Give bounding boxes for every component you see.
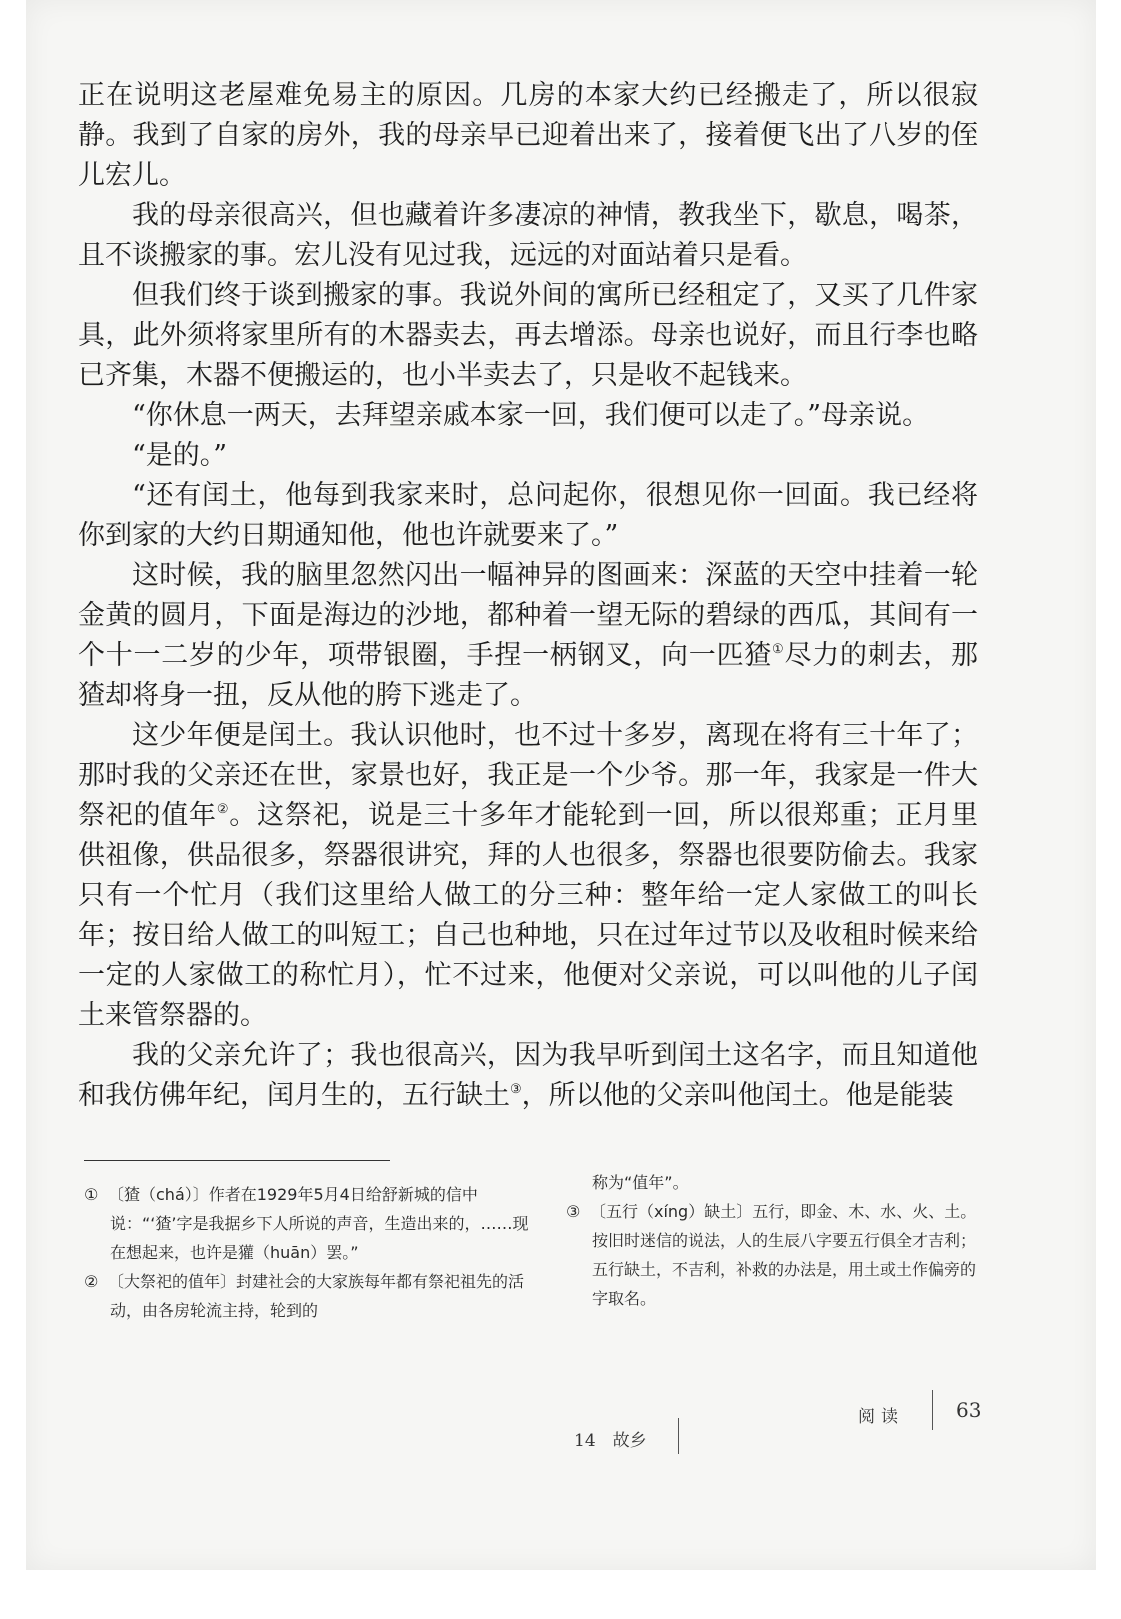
page-number: 63 [956, 1398, 982, 1422]
footnote-ref-2[interactable]: ② [216, 802, 230, 817]
footnote-1-number: ① [84, 1185, 99, 1204]
paragraph-9-part-a: 我的父亲允许了；我也很高兴，因为我早听到闰土这名字，而且知道他和我仿佛年纪，闰月生的，五行缺土 [78, 1040, 978, 1111]
paragraph-3: 但我们终于谈到搬家的事。我说外间的寓所已经租定了，又买了几件家具，此外须将家里所有的木器卖去，再去增添。母亲也说好，而且行李也略已齐集，木器不便搬运的，也小半卖去了，只是收不起钱来。 [78, 280, 978, 391]
footnote-3-text: 〔五行（xíng）缺土〕五行，即金、木、水、火、土。按旧时迷信的说法，人的生辰八字要五行俱全才吉利；五行缺土，不吉利，补救的办法是，用土或土作偏旁的字取名。 [590, 1202, 977, 1308]
paragraph-8-part-a: 这少年便是闰土。我认识他时，也不过十多岁，离现在将有三十年了；那时我的父亲还在世，家景也好，我正是一个少爷。那一年，我家是一件大祭祀的值年 [78, 720, 978, 831]
footnote-1-text: 〔猹（chá）〕作者在1929年5月4日给舒新城的信中说：“‘猹’字是我据乡下人所说的声音，生造出来的，……现在想起来，也许是獾（huān）罢。” [108, 1185, 529, 1262]
section-label: 阅读 [858, 1407, 904, 1427]
lesson-title: 14 故乡 [574, 1431, 647, 1451]
footnote-3-number: ③ [566, 1202, 581, 1221]
footer-divider-right [932, 1390, 933, 1430]
footnotes-left-column [84, 1180, 534, 1325]
paragraph-4: “你休息一两天，去拜望亲戚本家一回，我们便可以走了。”母亲说。 [132, 400, 930, 431]
paragraph-6: “还有闰土，他每到我家来时，总问起你，很想见你一回面。我已经将你到家的大约日期通知他，他也许就要来了。” [78, 480, 978, 551]
footer-divider-left [678, 1418, 679, 1454]
footnote-2-continued: 称为“值年”。 [592, 1173, 689, 1192]
paragraph-8 [78, 716, 978, 1036]
paragraph-7-part-b: 尽力的刺去，那猹却将身一扭，反从他的胯下逃走了。 [78, 640, 979, 711]
footnote-2-text: 〔大祭祀的值年〕封建社会的大家族每年都有祭祀祖先的活动，由各房轮流主持，轮到的 [108, 1272, 525, 1320]
footnotes-right-column [566, 1168, 988, 1313]
footnote-2-number: ② [84, 1272, 99, 1291]
main-text [78, 76, 978, 1116]
footnote-1 [84, 1180, 534, 1267]
footnote-divider [84, 1160, 390, 1161]
footnote-ref-1[interactable]: ① [772, 642, 785, 657]
footnote-2 [84, 1267, 534, 1325]
paragraph-2: 我的母亲很高兴，但也藏着许多凄凉的神情，教我坐下，歇息，喝茶，且不谈搬家的事。宏儿没有见过我，远远的对面站着只是看。 [78, 200, 978, 271]
paragraph-1: 正在说明这老屋难免易主的原因。几房的本家大约已经搬走了，所以很寂静。我到了自家的房外，我的母亲早已迎着出来了，接着便飞出了八岁的侄儿宏儿。 [78, 80, 978, 191]
paragraph-8-part-b: 。这祭祀，说是三十多年才能轮到一回，所以很郑重；正月里供祖像，供品很多，祭器很讲究，拜的人也很多，祭器也很要防偷去。我家只有一个忙月（我们这里给人做工的分三种：整年给一定人家做工的叫长年；按日给人做工的叫短工；自己也种地，只在过年过节以及收租时候来给一定的人家做工的称忙月），忙不过来，他便对父亲说，可以叫他的儿子闰土来管祭器的。 [78, 800, 979, 1031]
footnote-3 [566, 1197, 988, 1313]
paragraph-9 [78, 1036, 978, 1116]
paragraph-9-part-b: ，所以他的父亲叫他闰土。他是能装 [521, 1080, 954, 1111]
paragraph-7 [78, 556, 978, 716]
paragraph-7-part-a: 这时候，我的脑里忽然闪出一幅神异的图画来：深蓝的天空中挂着一轮金黄的圆月，下面是海边的沙地，都种着一望无际的碧绿的西瓜，其间有一个十一二岁的少年，项带银圈，手捏一柄钢叉，向一匹猹 [78, 560, 978, 671]
paragraph-5: “是的。” [132, 440, 228, 471]
textbook-page [26, 0, 1096, 1570]
footnote-ref-3[interactable]: ③ [510, 1082, 522, 1097]
